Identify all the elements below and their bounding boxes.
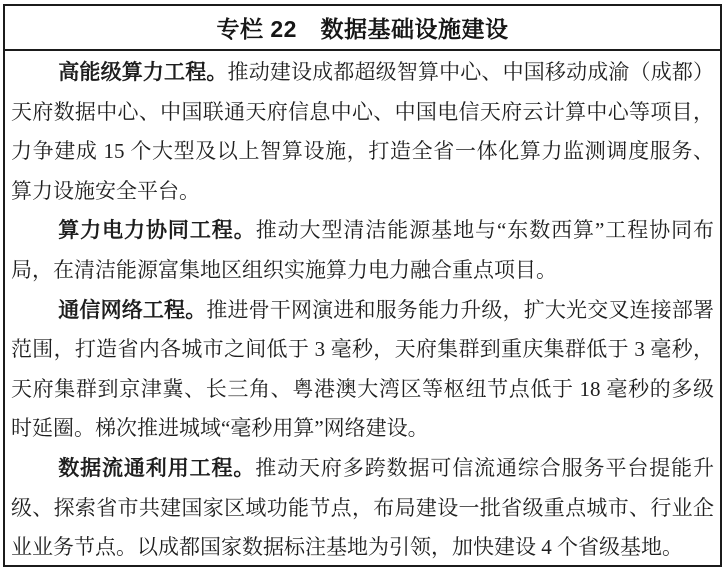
paragraph-communication-network: [11, 291, 714, 449]
paragraph-high-level-computing: [11, 53, 714, 211]
paragraph-data-circulation: [11, 449, 714, 567]
panel-header: [5, 6, 720, 51]
paragraph-computing-power-synergy: [11, 211, 714, 290]
panel-body: [5, 51, 720, 567]
paragraph-lead: 高能级算力工程。: [58, 60, 228, 84]
paragraph-lead: 通信网络工程。: [58, 297, 207, 322]
paragraph-text: 推动建设成都超级智算中心、中国移动成渝（成都）天府数据中心、中国联通天府信息中心、中国电信天府云计算中心等项目，力争建成 15 个大型及以上智算设施，打造全省一体化算力监测调度服务、算力设施安全平台。: [11, 60, 715, 203]
paragraph-text: 推进骨干网演进和服务能力升级，扩大光交叉连接部署范围，打造省内各城市之间低于 3 毫秒，天府集群到重庆集群低于 3 毫秒，天府集群到京津冀、长三角、粤港澳大湾区等枢纽节点低于 18 毫秒的多级时延圈。梯次推进城域“毫秒用算”网络建设。: [11, 297, 714, 441]
paragraph-lead: 数据流通利用工程。: [58, 455, 256, 480]
paragraph-text: 推动天府多跨数据可信流通综合服务平台提能升级、探索省市共建国家区域功能节点，布局建设一批省级重点城市、行业企业业务节点。以成都国家数据标注基地为引领，加快建设 4 个省级基地。: [11, 455, 715, 560]
column-box-panel: [3, 4, 722, 567]
paragraph-lead: 算力电力协同工程。: [58, 218, 256, 243]
paragraph-text: 推动大型清洁能源基地与“东数西算”工程协同布局，在清洁能源富集地区组织实施算力电力融合重点项目。: [11, 218, 715, 282]
panel-title: 专栏 22 数据基础设施建设: [216, 16, 509, 42]
